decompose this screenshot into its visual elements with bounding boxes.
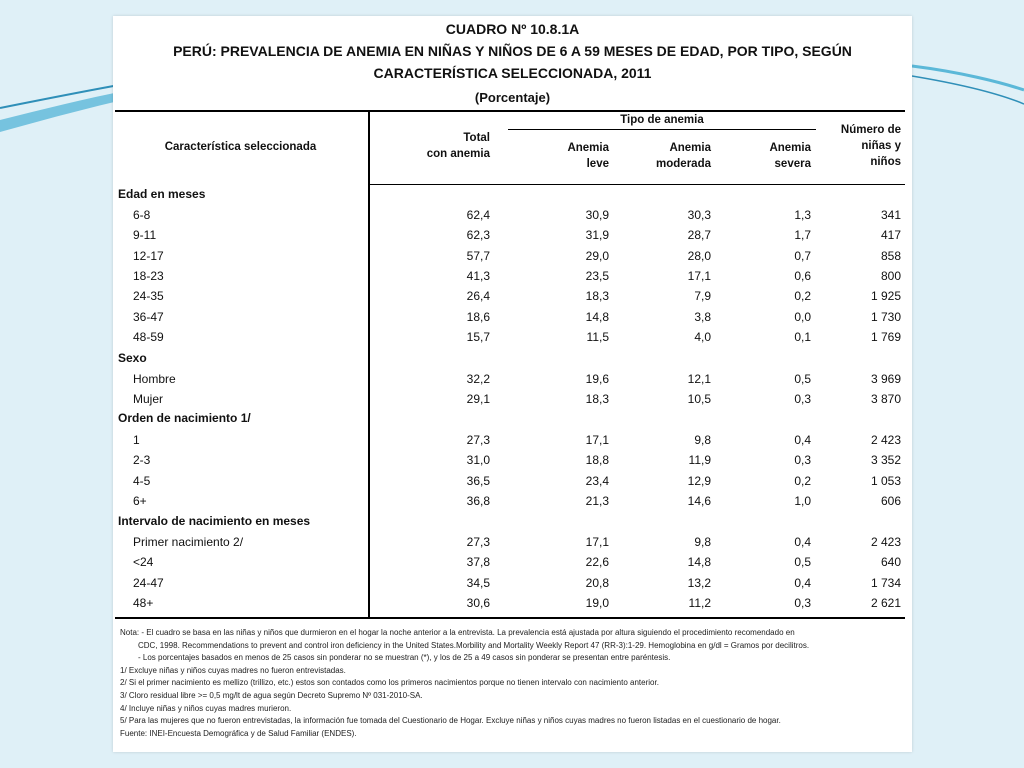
cell-total: 15,7 — [466, 330, 490, 344]
bottom-rule — [115, 617, 905, 619]
cell-numero: 1 769 — [870, 330, 901, 344]
cell-leve: 20,8 — [585, 576, 609, 590]
cell-leve: 23,4 — [585, 474, 609, 488]
cell-numero: 2 423 — [870, 535, 901, 549]
row-label: 9-11 — [133, 228, 157, 242]
cell-numero: 417 — [880, 228, 901, 242]
cell-leve: 18,3 — [585, 392, 609, 406]
footnotes — [120, 627, 905, 740]
header-characteristic: Característica seleccionada — [164, 141, 317, 153]
cell-severa: 1,7 — [794, 228, 811, 242]
note-6: 3/ Cloro residual libre >= 0,5 mg/lt de agua según Decreto Supremo Nº 031-2010-SA. — [120, 690, 423, 700]
note-2: CDC, 1998. Recommendations to prevent and control iron deficiency in the United States.Morbility and Mortality Weekly Report 47 (RR-3):1-29. Hemoglobina en g/dl = Gramos por decilitros. — [138, 640, 810, 650]
row-label: 2-3 — [133, 453, 151, 467]
header-leve: Anemia leve — [567, 142, 609, 170]
cell-moderada: 3,8 — [694, 310, 711, 324]
cell-numero: 2 423 — [870, 433, 901, 447]
cell-moderada: 28,0 — [687, 249, 711, 263]
row-label: Mujer — [133, 392, 164, 406]
row-label: Edad en meses — [118, 187, 206, 201]
row-label: Sexo — [118, 351, 147, 365]
table-row — [113, 269, 912, 289]
section-heading — [113, 187, 912, 207]
cell-moderada: 10,5 — [687, 392, 711, 406]
cell-moderada: 11,2 — [688, 596, 711, 610]
cell-moderada: 28,7 — [687, 228, 711, 242]
cell-total: 37,8 — [466, 555, 490, 569]
table-row — [113, 596, 912, 616]
cell-total: 62,4 — [466, 208, 490, 222]
table-row — [113, 372, 912, 392]
cell-moderada: 13,2 — [687, 576, 711, 590]
cell-moderada: 9,8 — [694, 535, 711, 549]
cell-severa: 0,5 — [794, 555, 811, 569]
table-row — [113, 208, 912, 228]
cell-total: 32,2 — [466, 372, 490, 386]
cell-severa: 1,3 — [794, 208, 811, 222]
table-row — [113, 453, 912, 473]
cell-moderada: 14,6 — [687, 494, 711, 508]
table-row — [113, 228, 912, 248]
cell-total: 57,7 — [466, 249, 490, 263]
cell-severa: 0,5 — [794, 372, 811, 386]
row-label: <24 — [133, 555, 154, 569]
cell-severa: 0,4 — [794, 433, 811, 447]
cell-numero: 640 — [880, 555, 901, 569]
note-3: - Los porcentajes basados en menos de 25 casos sin ponderar no se muestran (*), y los de 25 a 49 casos sin ponderar se presentan entre paréntesis. — [138, 653, 671, 663]
cell-total: 27,3 — [466, 433, 490, 447]
table-row — [113, 474, 912, 494]
row-label: 1 — [133, 433, 140, 447]
cell-total: 34,5 — [466, 576, 490, 590]
cell-leve: 11,5 — [586, 330, 609, 344]
header-total: Total con anemia — [426, 132, 490, 160]
table-title-line2: CARACTERÍSTICA SELECCIONADA, 2011 — [373, 65, 652, 81]
table-row — [113, 433, 912, 453]
table-row — [113, 249, 912, 269]
row-label: 4-5 — [133, 474, 151, 488]
row-label: Hombre — [133, 372, 176, 386]
cell-leve: 17,1 — [585, 433, 609, 447]
table-row — [113, 392, 912, 412]
cell-severa: 0,0 — [794, 310, 811, 324]
note-5: 2/ Si el primer nacimiento es mellizo (trillizo, etc.) estos son contados como los primeros nacimientos porque no tienen intervalo con nacimiento anterior. — [120, 678, 659, 688]
cell-moderada: 17,1 — [687, 269, 711, 283]
table-number: CUADRO Nº 10.8.1A — [445, 21, 580, 37]
cell-moderada: 11,9 — [688, 453, 711, 467]
cell-total: 26,4 — [466, 289, 490, 303]
cell-severa: 0,2 — [794, 289, 811, 303]
note-7: 4/ Incluye niñas y niños cuyas madres murieron. — [120, 703, 292, 713]
cell-leve: 18,8 — [585, 453, 609, 467]
section-heading — [113, 351, 912, 371]
row-label: 6-8 — [133, 208, 151, 222]
table-row — [113, 555, 912, 575]
cell-leve: 19,0 — [585, 596, 609, 610]
cell-moderada: 12,1 — [687, 372, 711, 386]
cell-total: 62,3 — [466, 228, 490, 242]
note-4: 1/ Excluye niñas y niños cuyas madres no fueron entrevistadas. — [120, 665, 346, 675]
cell-numero: 606 — [880, 494, 901, 508]
section-heading — [113, 514, 912, 534]
table-row — [113, 494, 912, 514]
cell-numero: 2 621 — [870, 596, 901, 610]
cell-total: 29,1 — [466, 392, 490, 406]
row-label: Intervalo de nacimiento en meses — [118, 514, 311, 528]
cell-severa: 0,1 — [794, 330, 811, 344]
note-9: Fuente: INEI-Encuesta Demográfica y de Salud Familiar (ENDES). — [120, 728, 357, 738]
row-label: 12-17 — [133, 249, 164, 263]
cell-numero: 1 730 — [870, 310, 901, 324]
cell-total: 36,8 — [466, 494, 490, 508]
cell-moderada: 12,9 — [687, 474, 711, 488]
cell-severa: 0,4 — [794, 576, 811, 590]
cell-moderada: 7,9 — [694, 289, 711, 303]
cell-numero: 800 — [880, 269, 901, 283]
cell-total: 27,3 — [466, 535, 490, 549]
cell-total: 36,5 — [466, 474, 490, 488]
note-1: Nota: - El cuadro se basa en las niñas y niños que durmieron en el hogar la noche anterior a la entrevista. La prevalencia está ajustada por altura siguiendo el procedimiento recomendado en — [120, 628, 795, 637]
cell-leve: 30,9 — [585, 208, 609, 222]
row-label: 6+ — [133, 494, 147, 508]
table-row — [113, 535, 912, 555]
header-moderada: Anemia moderada — [656, 142, 711, 170]
cell-numero: 1 925 — [870, 289, 901, 303]
header-bottom-rule — [370, 184, 905, 185]
table-row — [113, 310, 912, 330]
cell-numero: 1 053 — [870, 474, 901, 488]
cell-severa: 0,2 — [794, 474, 811, 488]
cell-leve: 22,6 — [585, 555, 609, 569]
row-label: 24-35 — [133, 289, 164, 303]
table-row — [113, 330, 912, 350]
section-heading — [113, 411, 912, 431]
cell-leve: 19,6 — [585, 372, 609, 386]
table-unit: (Porcentaje) — [474, 90, 551, 105]
cell-numero: 341 — [880, 208, 901, 222]
cell-numero: 3 352 — [870, 453, 901, 467]
cell-leve: 17,1 — [585, 535, 609, 549]
row-label: 48-59 — [133, 330, 164, 344]
cell-numero: 3 969 — [870, 372, 901, 386]
cell-total: 18,6 — [466, 310, 490, 324]
cell-numero: 858 — [880, 249, 901, 263]
cell-leve: 23,5 — [585, 269, 609, 283]
cell-total: 41,3 — [466, 269, 490, 283]
cell-severa: 0,3 — [794, 596, 811, 610]
row-label: 48+ — [133, 596, 154, 610]
cell-severa: 1,0 — [794, 494, 811, 508]
tipo-rule — [508, 129, 816, 130]
note-8: 5/ Para las mujeres que no fueron entrevistadas, la información fue tomada del Cuestionario de Hogar. Excluye niñas y niños cuyas madres no fueron listadas en el cuestionario de hogar. — [120, 716, 781, 726]
cell-moderada: 9,8 — [694, 433, 711, 447]
cell-total: 31,0 — [466, 453, 490, 467]
cell-severa: 0,3 — [794, 392, 811, 406]
document-page — [113, 16, 912, 752]
table-row — [113, 289, 912, 309]
cell-leve: 29,0 — [585, 249, 609, 263]
cell-moderada: 14,8 — [687, 555, 711, 569]
cell-leve: 18,3 — [585, 289, 609, 303]
row-label: Orden de nacimiento 1/ — [118, 411, 251, 425]
header-tipo: Tipo de anemia — [620, 114, 704, 126]
table-title-line1: PERÚ: PREVALENCIA DE ANEMIA EN NIÑAS Y NIÑOS DE 6 A 59 MESES DE EDAD, POR TIPO, SEGÚN — [173, 43, 852, 59]
header-severa: Anemia severa — [769, 142, 811, 170]
cell-moderada: 4,0 — [694, 330, 711, 344]
cell-severa: 0,3 — [794, 453, 811, 467]
row-label: 18-23 — [133, 269, 164, 283]
cell-leve: 21,3 — [585, 494, 609, 508]
cell-numero: 3 870 — [870, 392, 901, 406]
row-label: Primer nacimiento 2/ — [133, 535, 244, 549]
cell-leve: 31,9 — [585, 228, 609, 242]
header-numero: Número de niñas y niños — [840, 124, 901, 168]
cell-moderada: 30,3 — [687, 208, 711, 222]
cell-severa: 0,7 — [794, 249, 811, 263]
table-row — [113, 576, 912, 596]
row-label: 36-47 — [133, 310, 164, 324]
row-label: 24-47 — [133, 576, 164, 590]
cell-total: 30,6 — [466, 596, 490, 610]
cell-leve: 14,8 — [585, 310, 609, 324]
cell-severa: 0,6 — [794, 269, 811, 283]
cell-numero: 1 734 — [870, 576, 901, 590]
cell-severa: 0,4 — [794, 535, 811, 549]
